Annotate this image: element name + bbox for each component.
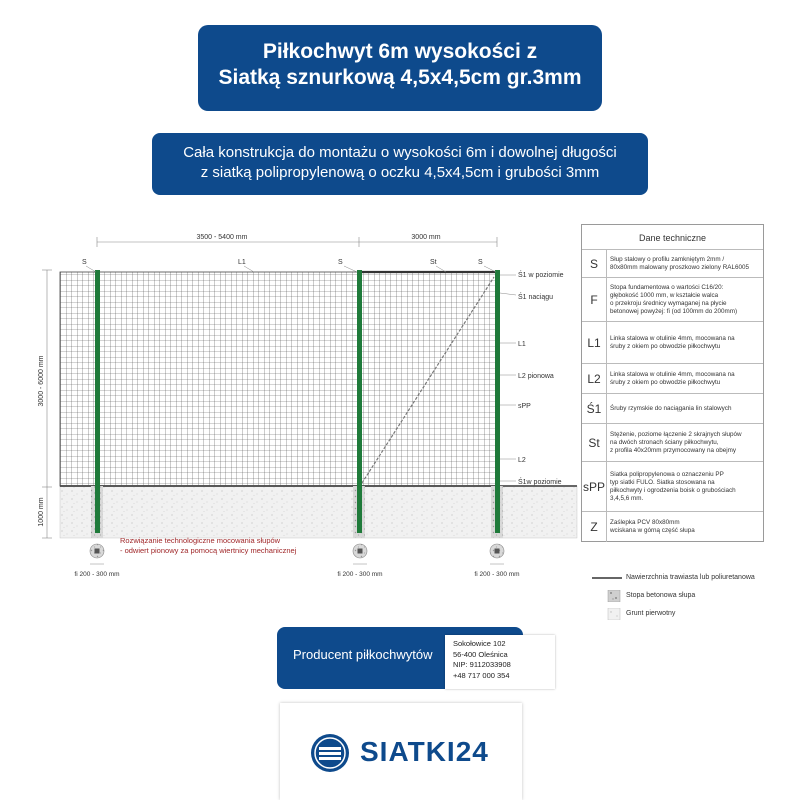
technical-data-line: Stopa fundamentowa o wartości C16/20: <box>610 283 724 291</box>
technical-data-row <box>582 278 763 322</box>
legend-item-concrete <box>590 590 790 604</box>
foundation-note-line-1: Rozwiązanie technologiczne mocowania słupów <box>120 536 281 545</box>
logo-text: SIATKI24 <box>360 736 489 767</box>
technical-data-line: Zaślepka PCV 80x80mm <box>610 519 680 526</box>
technical-data-row <box>582 364 763 394</box>
technical-data-table <box>581 224 764 542</box>
logo-icon <box>310 733 350 773</box>
technical-data-row <box>582 394 763 424</box>
legend-text-surface: Nawierzchnia trawiasta lub poliuretanowa <box>626 574 755 581</box>
label-s-right: S <box>478 259 483 266</box>
label-l1-side: L1 <box>518 341 526 348</box>
label-s1-naciag: Ś1 naciągu <box>518 294 554 301</box>
technical-data-line: z profila 40x20mm przymocowany na obejmy <box>610 446 736 454</box>
footing-plan-mid <box>353 544 367 564</box>
technical-data-code: St <box>582 424 607 461</box>
technical-data-row <box>582 462 763 512</box>
dim-depth: 1000 mm <box>38 497 45 527</box>
technical-data-description <box>610 512 759 542</box>
post-left <box>95 270 100 533</box>
producer-nip: NIP: 9112033908 <box>453 660 511 669</box>
title-line-2: Siatką sznurkową 4,5x4,5cm gr.3mm <box>218 66 582 89</box>
technical-data-description <box>610 424 759 461</box>
subtitle-line-1: Cała konstrukcja do montażu o wysokości 6m i dowolnej długości <box>183 144 617 161</box>
footing-plan-right <box>490 544 504 564</box>
technical-data-line: o przekroju średnicy wymaganej na płycie <box>610 299 727 307</box>
label-l2-pionowa: L2 pionowa <box>518 373 554 380</box>
technical-data-row <box>582 424 763 462</box>
technical-data-line: 80x80mm malowany proszkowo zielony RAL6005 <box>610 263 749 271</box>
producer-address-2: 56-400 Oleśnica <box>453 649 508 659</box>
fi-label-right: fi 200 - 300 mm <box>474 571 520 578</box>
fi-label-left: fi 200 - 300 mm <box>74 571 120 578</box>
label-l2: L2 <box>518 457 526 464</box>
legend-text-ground: Grunt pierwotny <box>626 610 676 617</box>
technical-data-row <box>582 250 763 278</box>
technical-data-row <box>582 322 763 364</box>
legend-item-ground <box>590 608 790 622</box>
subtitle-line-2: z siatką polipropylenową o oczku 4,5x4,5cm i grubości 3mm <box>200 164 600 181</box>
technical-data-description <box>610 278 759 321</box>
legend-item-surface <box>590 572 790 586</box>
label-st: St <box>430 259 437 266</box>
technical-data-line: Linka stalowa w otulinie 4mm, mocowana na <box>610 370 735 378</box>
dim-height: 3000 - 6000 mm <box>38 355 45 407</box>
title-line-1: Piłkochwyt 6m wysokości z <box>262 40 538 63</box>
technical-data-code: Z <box>582 512 607 542</box>
fi-label-mid: fi 200 - 300 mm <box>337 571 383 578</box>
technical-data-code: L2 <box>582 364 607 393</box>
technical-data-code: S <box>582 250 607 277</box>
technical-data-line: 3,4,5,6 mm. <box>610 494 644 502</box>
technical-data-line: głębokość 1000 mm, w kształcie walca <box>610 291 719 299</box>
technical-data-line: piłkochwyty i ogrodzenia boisk o grubościach <box>610 486 736 494</box>
logo-bar <box>280 703 522 800</box>
post-mid <box>357 270 362 533</box>
label-l1-top: L1 <box>238 259 246 266</box>
concrete-icon <box>592 590 622 602</box>
technical-data-line: na dwóch stronach ściany piłkochwytu, <box>610 438 719 446</box>
technical-data-description <box>610 394 759 423</box>
ground-icon <box>592 608 622 620</box>
technical-data-line: Siatka polipropylenowa o oznaczeniu PP <box>610 470 724 478</box>
producer-contact-card <box>445 635 555 689</box>
technical-data-line: Śruby rzymskie do naciągania lin stalowych <box>610 404 732 412</box>
technical-data-line: typ siatki FULO. Siatka stosowana na <box>610 478 715 486</box>
label-s-left: S <box>82 259 87 266</box>
side-leaders <box>500 275 516 481</box>
technical-data-description <box>610 322 759 363</box>
mesh-panel-left <box>60 272 359 486</box>
post-right <box>495 270 500 533</box>
producer-address-1: Sokołowice 102 <box>453 639 506 648</box>
producer-box <box>277 627 523 689</box>
surface-line-icon <box>592 572 622 584</box>
technical-data-description <box>610 250 759 277</box>
producer-phone[interactable]: +48 717 000 354 <box>453 670 510 680</box>
label-s-mid: S <box>338 259 343 266</box>
technical-data-description <box>610 462 759 511</box>
technical-data-code: sPP <box>582 462 607 511</box>
technical-data-code: L1 <box>582 322 607 363</box>
footing-plan-left <box>90 544 104 564</box>
technical-data-rows <box>582 250 763 542</box>
label-s1w-poziomie: Ś1w poziomie <box>518 479 562 486</box>
dim-span-right: 3000 mm <box>411 234 441 241</box>
technical-data-line: betonowej powyżej: fi (od 100mm do 200mm) <box>610 307 738 315</box>
technical-data-line: Stężenie, poziome łączenie 2 skrajnych słupów <box>610 430 742 438</box>
legend-text-concrete: Stopa betonowa słupa <box>626 592 696 599</box>
technical-data-code: F <box>582 278 607 321</box>
technical-data-line: śruby z okiem po obwodzie piłkochwytu <box>610 378 721 386</box>
technical-data-description <box>610 364 759 393</box>
subtitle-banner <box>152 133 648 195</box>
net-construction-drawing <box>0 225 580 585</box>
title-banner <box>198 25 602 111</box>
technical-data-line: śruby z okiem po obwodzie piłkochwytu <box>610 342 721 350</box>
label-spp: sPP <box>518 403 531 410</box>
technical-data-row <box>582 512 763 542</box>
technical-data-title: Dane techniczne <box>582 225 763 250</box>
legend <box>590 570 790 630</box>
technical-data-code: Ś1 <box>582 394 607 423</box>
producer-label: Producent piłkochwytów <box>293 647 433 662</box>
technical-data-line: wciskana w górną część słupa <box>610 527 695 534</box>
technical-data-line: Linka stalowa w otulinie 4mm, mocowana na <box>610 334 735 342</box>
label-s1-poziom: Ś1 w poziomie <box>518 272 564 279</box>
dim-span-left: 3500 - 5400 mm <box>196 234 248 241</box>
foundation-note-line-2: - odwiert pionowy za pomocą wiertnicy mechanicznej <box>120 546 297 555</box>
technical-data-line: Słup stalowy o profilu zamkniętym 2mm / <box>610 255 725 263</box>
